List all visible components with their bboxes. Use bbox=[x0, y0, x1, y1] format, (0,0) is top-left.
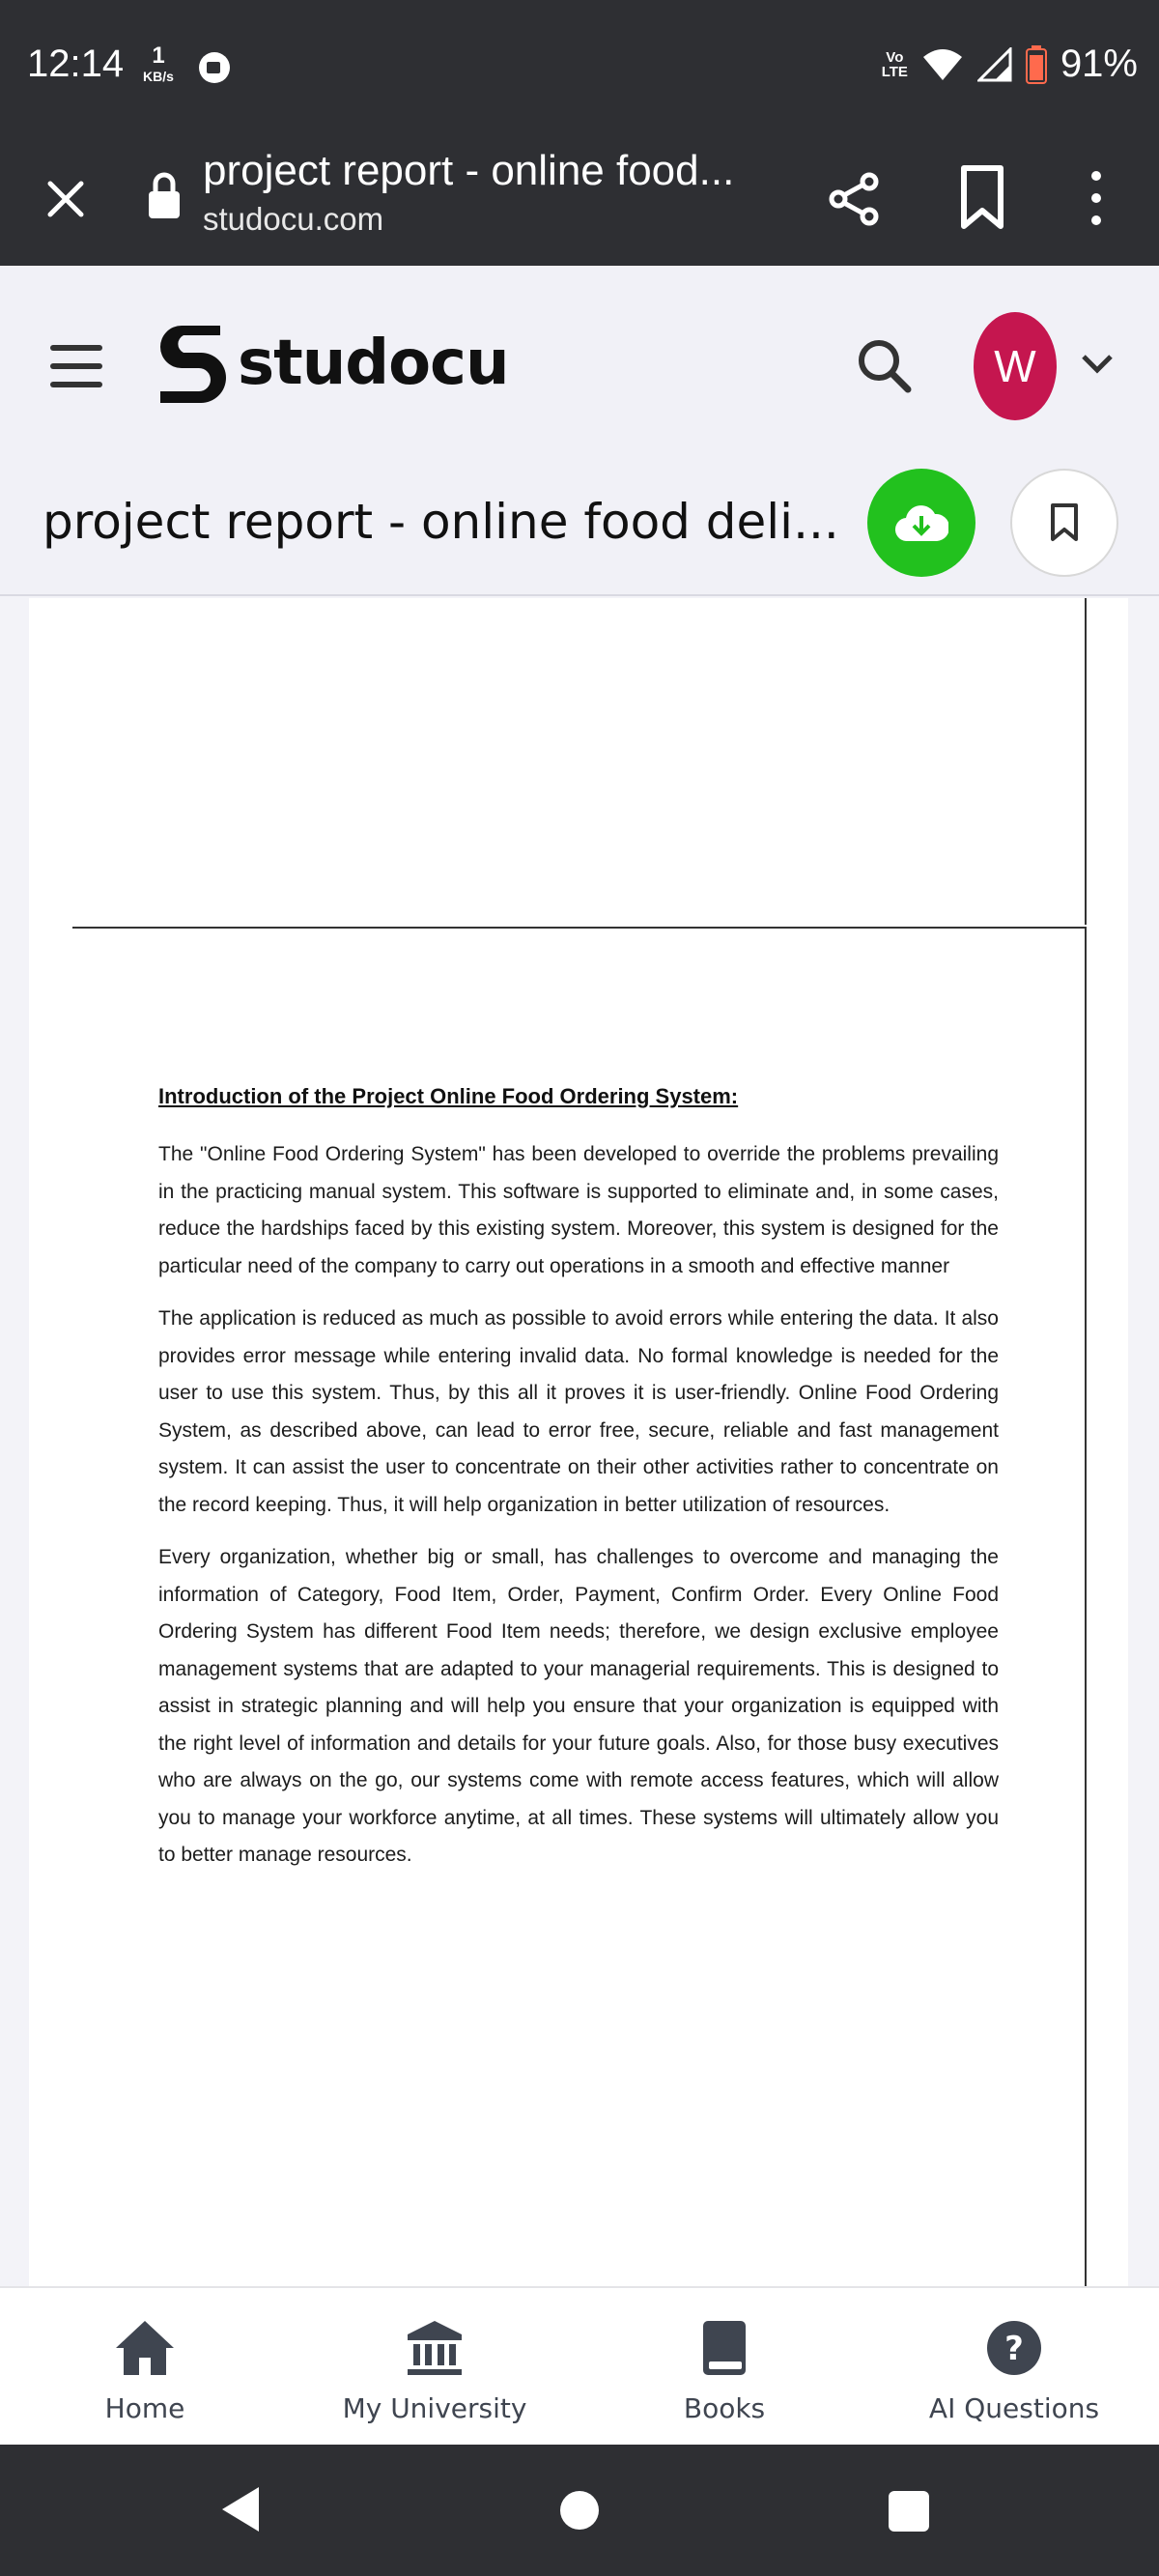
recents-icon[interactable] bbox=[889, 2491, 929, 2532]
share-icon[interactable] bbox=[825, 170, 883, 228]
browser-toolbar bbox=[0, 135, 1159, 266]
question-icon bbox=[985, 2319, 1043, 2377]
document-paragraph: The application is reduced as much as possible to avoid errors while entering the data. It also provides error message while entering invalid data. No formal knowledge is needed for the user to use this system. Thus, by this all it proves it is user-friendly. Online Food Ordering System, as described above, can lead to error free, secure, reliable and fast management system. It can assist the user to concentrate on their other activities rather to concentrate on the record keeping. Thus, it will help organization in better utilization of resources. bbox=[158, 1307, 999, 1516]
nav-my-university[interactable] bbox=[290, 2288, 580, 2445]
menu-icon[interactable] bbox=[50, 345, 102, 387]
home-button-icon[interactable] bbox=[560, 2491, 599, 2530]
network-speed bbox=[137, 44, 180, 83]
logo-text: studocu bbox=[238, 328, 509, 399]
page-title[interactable]: project report - online food... bbox=[203, 147, 735, 194]
document-title: project report - online food deli... bbox=[42, 494, 839, 550]
document-viewer[interactable] bbox=[0, 598, 1159, 2286]
studocu-logo[interactable] bbox=[153, 322, 509, 405]
volte-top: Vo bbox=[886, 48, 904, 66]
lock-icon bbox=[147, 170, 182, 220]
search-icon[interactable] bbox=[854, 335, 914, 395]
status-bar bbox=[0, 0, 1159, 135]
volte-icon bbox=[882, 50, 908, 79]
home-icon bbox=[114, 2319, 176, 2377]
signal-icon bbox=[977, 47, 1012, 82]
download-button[interactable] bbox=[867, 469, 975, 577]
nav-books[interactable] bbox=[580, 2288, 869, 2445]
bookmark-icon[interactable] bbox=[958, 164, 1006, 232]
more-options-icon[interactable] bbox=[1080, 164, 1113, 232]
chevron-down-icon[interactable] bbox=[1080, 353, 1115, 376]
bottom-navigation bbox=[0, 2286, 1159, 2445]
close-tab-button[interactable] bbox=[37, 170, 95, 228]
book-icon bbox=[699, 2319, 749, 2377]
volte-bottom: LTE bbox=[881, 63, 908, 80]
network-speed-value: 1 bbox=[152, 43, 165, 69]
nav-ai-questions[interactable] bbox=[869, 2288, 1159, 2445]
wifi-icon bbox=[921, 47, 964, 82]
status-indicators bbox=[882, 43, 1138, 86]
document-toolbar bbox=[0, 459, 1159, 596]
battery-icon bbox=[1026, 45, 1047, 84]
url-domain[interactable]: studocu.com bbox=[203, 201, 384, 237]
nav-home-label: Home bbox=[104, 2392, 185, 2424]
document-paragraph: The "Online Food Ordering System" has been developed to override the problems prevailing in the practicing manual system. This software is supported to eliminate and, in some cases, reduce the hardships faced by this existing system. Moreover, this system is designed for the particular need of the company to carry out operations in a smooth and effective manner bbox=[158, 1143, 999, 1277]
notification-icon bbox=[199, 52, 230, 83]
battery-percentage: 91% bbox=[1060, 43, 1138, 85]
nav-my-university-label: My University bbox=[342, 2392, 527, 2424]
nav-books-label: Books bbox=[683, 2392, 766, 2424]
studocu-logo-icon bbox=[153, 322, 232, 405]
save-document-button[interactable] bbox=[1010, 469, 1118, 577]
bookmark-icon bbox=[1049, 502, 1080, 543]
document-heading: Introduction of the Project Online Food Ordering System: bbox=[158, 1084, 739, 1108]
document-paragraph: Every organization, whether big or small, has challenges to overcome and managing the information of Category, Food Item, Order, Payment, Confirm Order. Every Online Food Ordering System has different Food Item needs; therefore, we design exclusive employee management systems that are adapted to your managerial requirements. This is designed to assist in strategic planning and will help you ensure that your organization is equipped with the right level of information and details for your future goals. Also, for those busy executives who are always on the go, our systems come with remote access features, which will allow you to manage your workforce anytime, at all times. These systems will ultimately allow you to better manage resources. bbox=[158, 1546, 999, 1866]
app-header bbox=[0, 266, 1159, 459]
document-page bbox=[29, 925, 1128, 2286]
university-icon bbox=[406, 2319, 464, 2377]
nav-ai-questions-label: AI Questions bbox=[928, 2392, 1100, 2424]
network-speed-unit: KB/s bbox=[143, 69, 174, 84]
system-navigation-bar bbox=[0, 2445, 1159, 2576]
cloud-download-icon bbox=[894, 502, 948, 543]
back-icon[interactable] bbox=[218, 2483, 263, 2535]
user-avatar[interactable]: W bbox=[974, 312, 1057, 420]
document-body bbox=[158, 1084, 999, 1890]
close-icon bbox=[46, 180, 85, 218]
svg-text:?: ? bbox=[1004, 2330, 1024, 2368]
nav-home[interactable] bbox=[0, 2288, 290, 2445]
status-time: 12:14 bbox=[27, 43, 125, 85]
